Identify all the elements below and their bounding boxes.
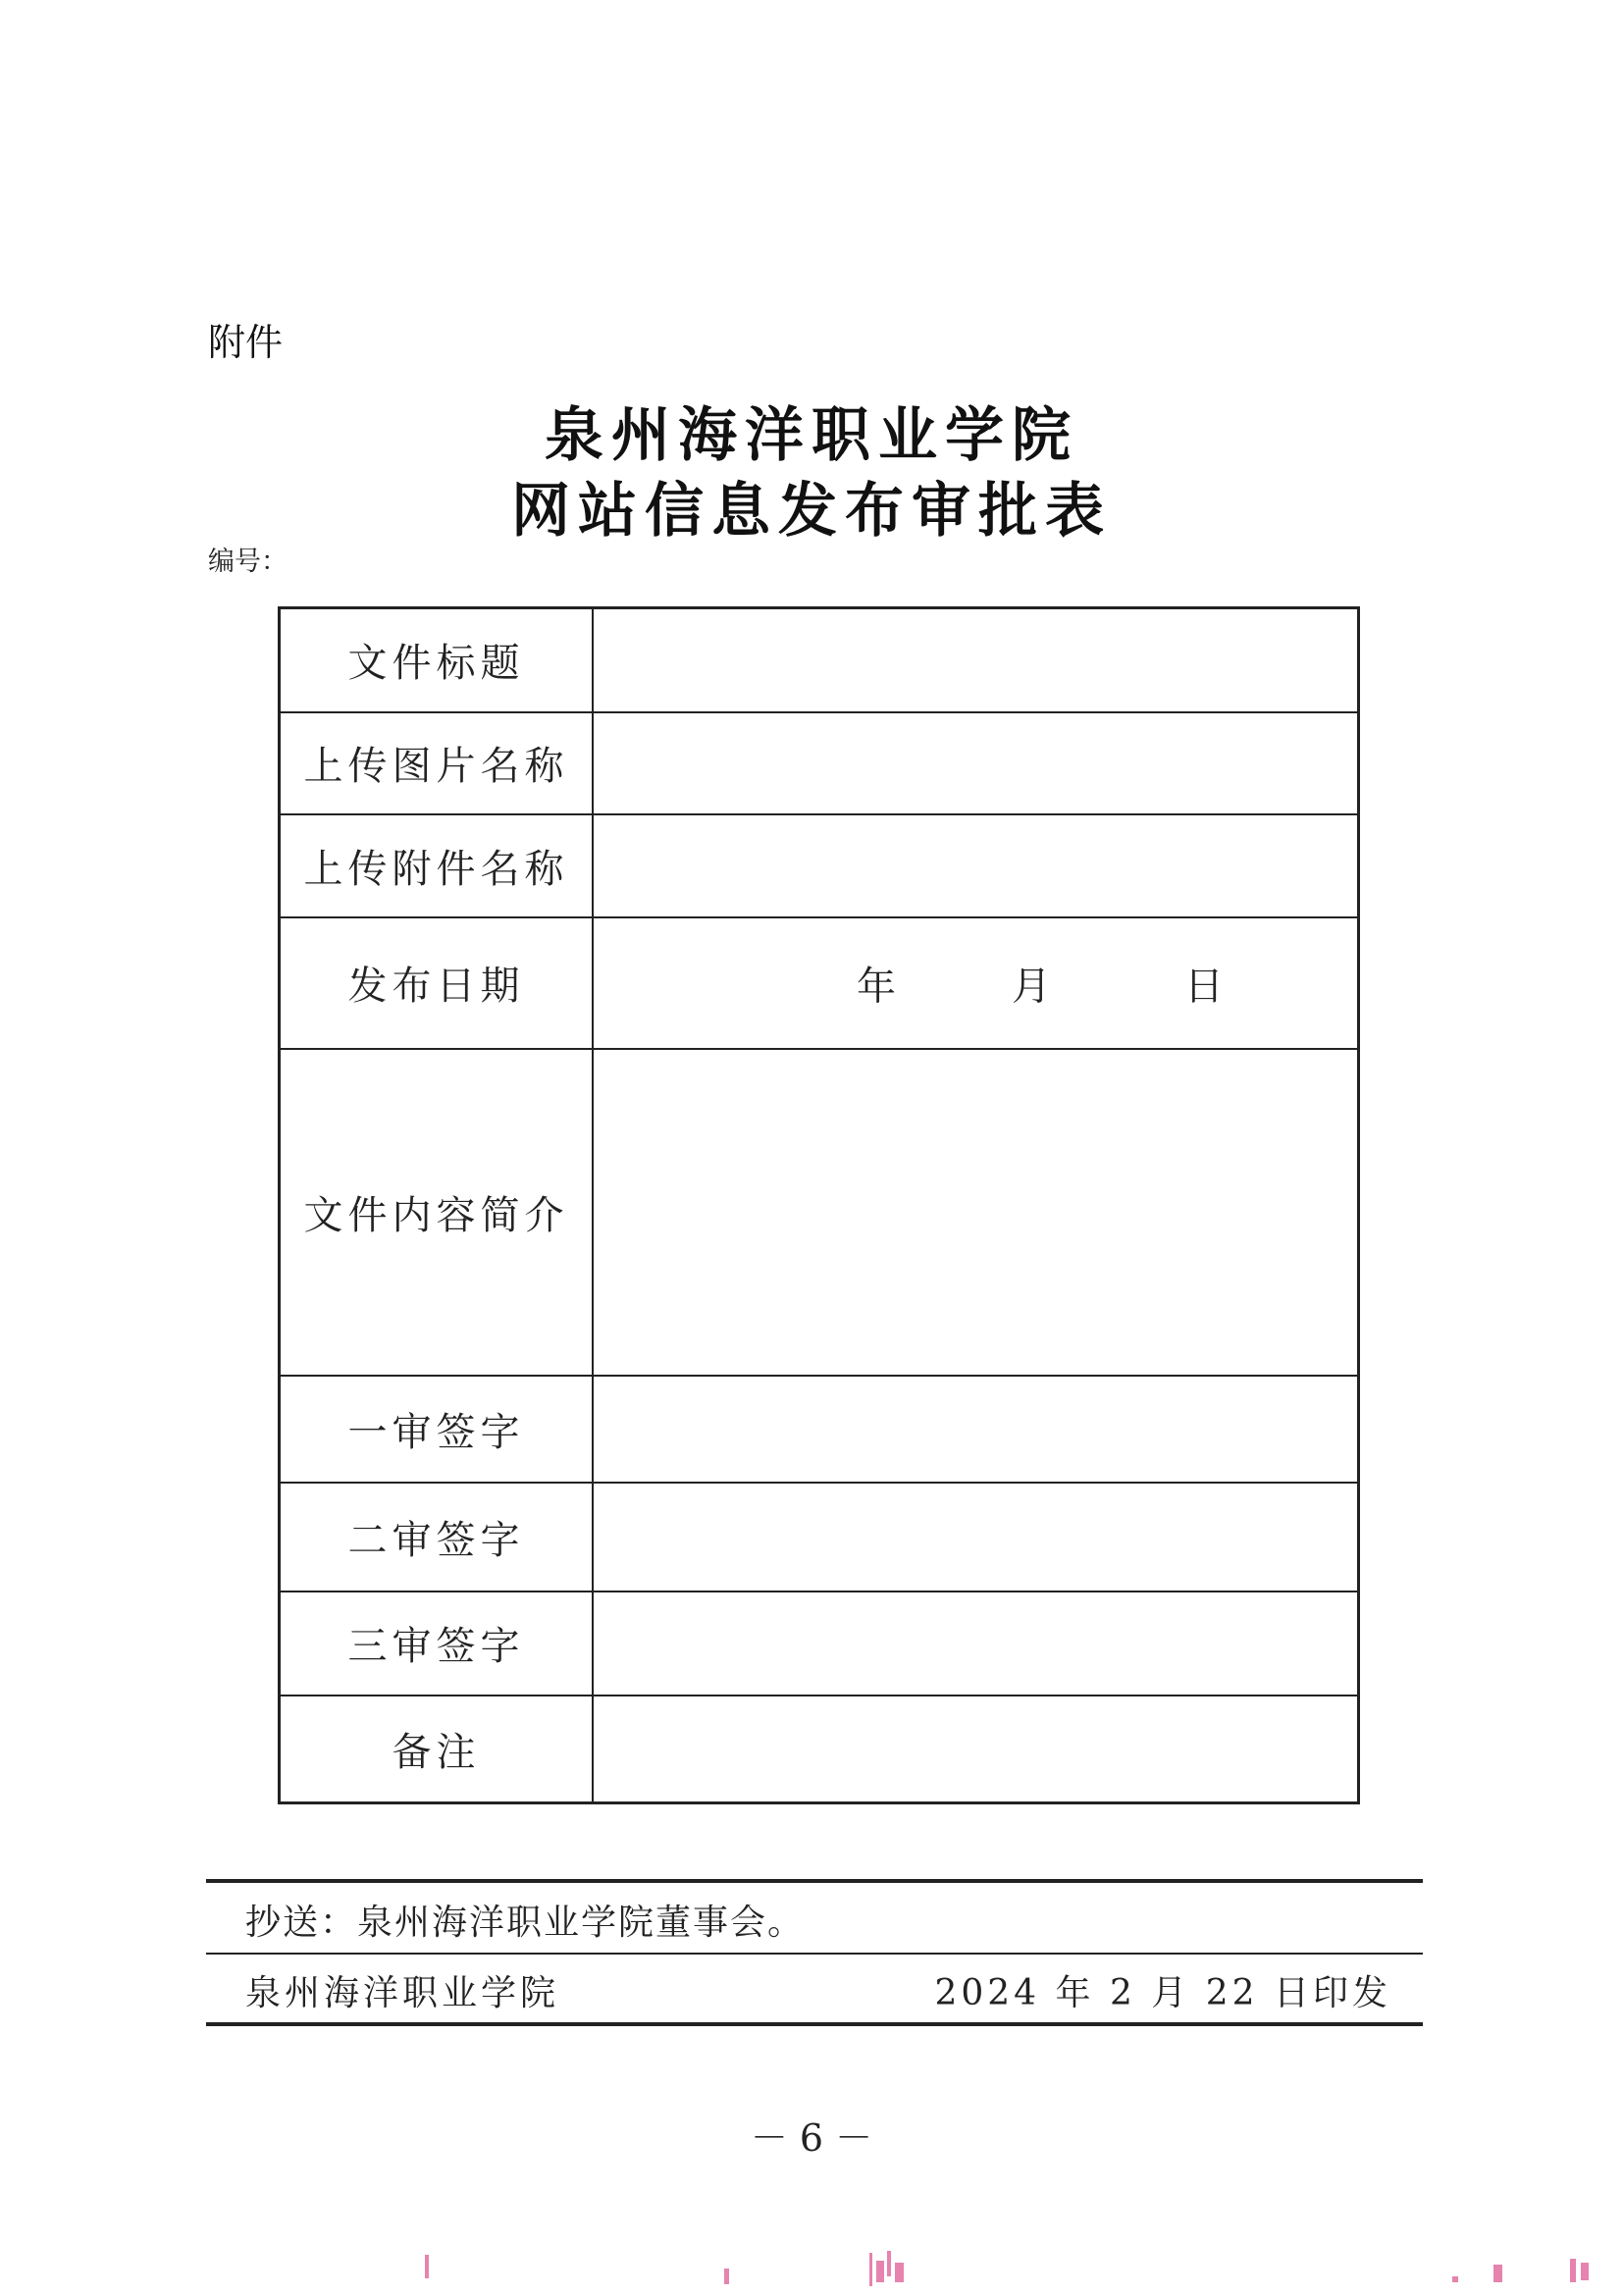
row-label-first-review: 一审签字 (280, 1376, 594, 1483)
footer-bottom-rule (206, 2022, 1423, 2026)
content-summary-field[interactable] (593, 1049, 1359, 1376)
table-row (280, 1483, 1359, 1592)
first-review-signature-field[interactable] (593, 1376, 1359, 1483)
table-row (280, 1376, 1359, 1483)
footer-middle-rule (206, 1953, 1423, 1955)
table-row (280, 1049, 1359, 1376)
table-row (280, 917, 1359, 1049)
row-label-image-name: 上传图片名称 (280, 712, 594, 814)
table-row (280, 608, 1359, 712)
publish-date-field[interactable] (593, 917, 1359, 1049)
row-label-second-review: 二审签字 (280, 1483, 594, 1592)
date-month-unit: 月 (1012, 964, 1051, 1009)
image-name-field[interactable] (593, 712, 1359, 814)
third-review-signature-field[interactable] (593, 1592, 1359, 1696)
table-row (280, 814, 1359, 917)
file-title-field[interactable] (593, 608, 1359, 712)
row-label-publish-date: 发布日期 (280, 917, 594, 1049)
row-label-third-review: 三审签字 (280, 1592, 594, 1696)
second-review-signature-field[interactable] (593, 1483, 1359, 1592)
issue-date: 2024 年 2 月 22 日印发 (934, 1973, 1391, 2013)
document-title-line2: 网站信息发布审批表 (511, 477, 1112, 546)
date-year-unit: 年 (857, 964, 896, 1009)
row-label-remarks: 备注 (280, 1696, 594, 1803)
page-number: － 6 － (750, 2116, 873, 2160)
cc-line: 抄送：泉州海洋职业学院董事会。 (245, 1903, 806, 1943)
document-title-line1: 泉州海洋职业学院 (545, 401, 1078, 470)
table-row (280, 1696, 1359, 1803)
row-label-file-title: 文件标题 (280, 608, 594, 712)
serial-number-label: 编号： (208, 547, 288, 577)
table-row (280, 1592, 1359, 1696)
attachment-name-field[interactable] (593, 814, 1359, 917)
row-label-content-summary: 文件内容简介 (280, 1049, 594, 1376)
approval-form-table (278, 606, 1360, 1804)
footer-top-rule (206, 1879, 1423, 1883)
seam-stamp-trace (0, 2247, 1623, 2296)
date-day-unit: 日 (1184, 964, 1224, 1009)
attachment-label: 附件 (208, 321, 284, 364)
table-row (280, 712, 1359, 814)
remarks-field[interactable] (593, 1696, 1359, 1803)
issuer-name: 泉州海洋职业学院 (245, 1973, 560, 2013)
row-label-attachment-name: 上传附件名称 (280, 814, 594, 917)
